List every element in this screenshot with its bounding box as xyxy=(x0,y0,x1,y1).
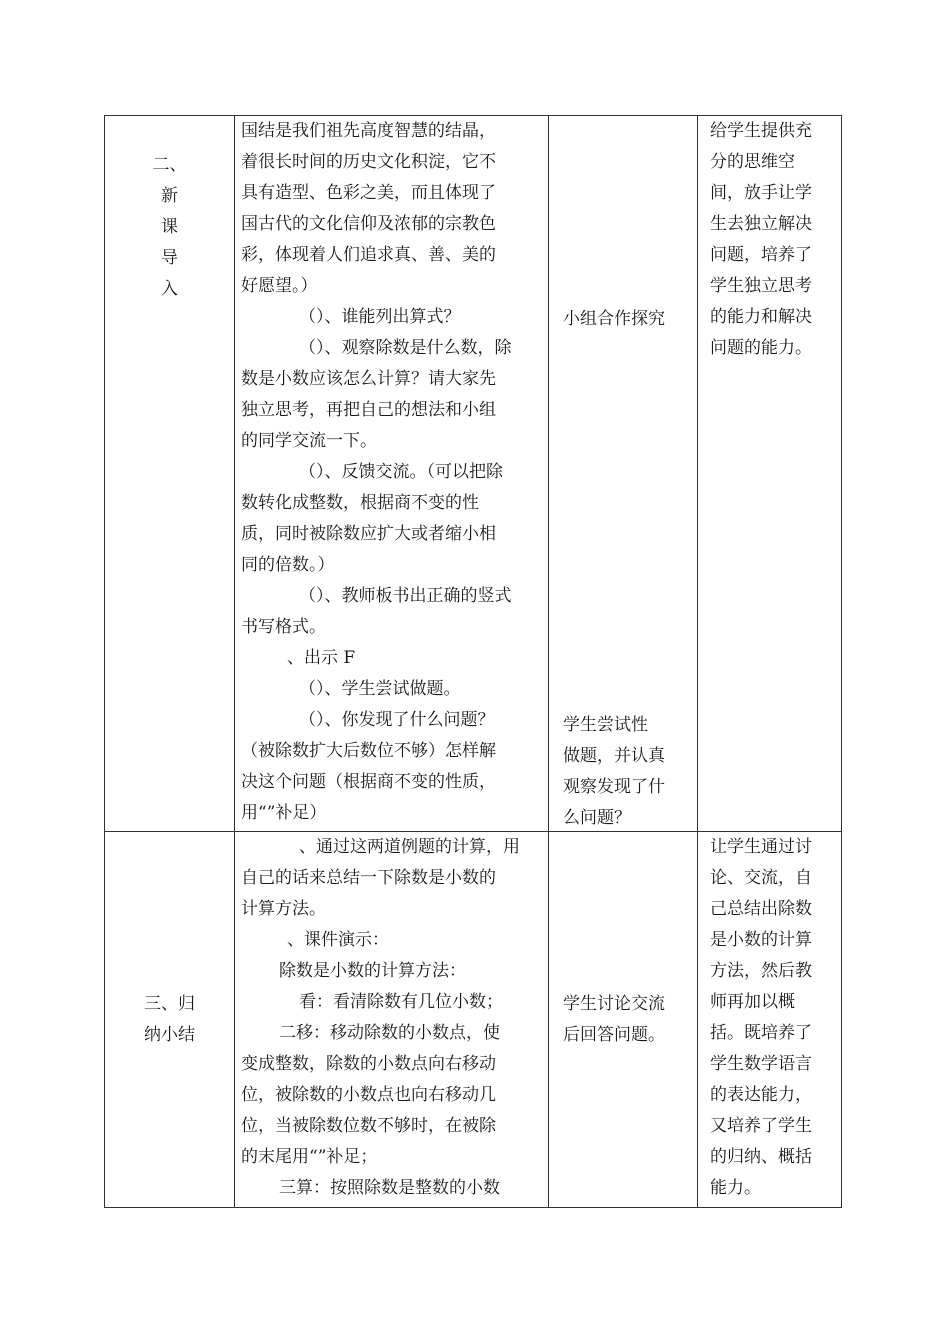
section2-content-cell xyxy=(235,116,549,832)
section2-content-line: 国结是我们祖先高度智慧的结晶， xyxy=(241,121,496,141)
section2-label-line: 课 xyxy=(161,217,178,237)
section2-content-line: （）、学生尝试做题。 xyxy=(299,679,461,699)
section3-purpose-line: 又培养了学生 xyxy=(710,1116,812,1136)
section3-purpose-line: 师再加以概 xyxy=(710,992,795,1012)
section3-content-line: 除数是小数的计算方法： xyxy=(279,961,466,981)
section2-content-line: 国古代的文化信仰及浓郁的宗教色 xyxy=(241,214,496,234)
section2-activity-cell xyxy=(549,116,698,832)
section3-content-line: 自己的话来总结一下除数是小数的 xyxy=(241,868,496,888)
section3-row xyxy=(105,832,842,1208)
section3-activity-line: 后回答问题。 xyxy=(563,1024,665,1045)
section2-row xyxy=(105,116,842,832)
section3-label-line: 纳小结 xyxy=(144,1024,195,1045)
section3-content-line: 的末尾用“”补足； xyxy=(241,1147,378,1167)
section2-label-cell xyxy=(105,116,235,832)
section2-label-line: 入 xyxy=(161,279,178,299)
section2-content-line: 的同学交流一下。 xyxy=(241,431,377,451)
section2-content-line: 着很长时间的历史文化积淀，它不 xyxy=(241,152,496,172)
section3-purpose-line: 能力。 xyxy=(710,1178,761,1198)
section3-content-cell xyxy=(235,832,549,1208)
section2-content-line: 数是小数应该怎么计算？请大家先 xyxy=(241,369,496,389)
section3-purpose-cell xyxy=(698,832,842,1208)
section3-activity-line: 学生讨论交流 xyxy=(563,993,665,1014)
section3-activity-cell xyxy=(549,832,698,1208)
section2-content-line: （）、观察除数是什么数，除 xyxy=(299,338,512,358)
lesson-plan-table xyxy=(104,115,842,1208)
section2-content-line: （）、教师板书出正确的竖式 xyxy=(299,586,512,606)
section2-purpose-line: 生去独立解决 xyxy=(710,214,812,234)
section2-activity-line: 学生尝试性 xyxy=(563,715,648,735)
section2-activity-line: 做题，并认真 xyxy=(563,746,665,766)
section3-content-line: 三算：按照除数是整数的小数 xyxy=(279,1178,500,1198)
section2-purpose-line: 问题的能力。 xyxy=(710,338,812,358)
section3-purpose-line: 学生数学语言 xyxy=(710,1054,812,1074)
section3-content-line: 位，被除数的小数点也向右移动几 xyxy=(241,1085,496,1105)
section2-purpose-cell xyxy=(698,116,842,832)
section2-activity-line: 么问题？ xyxy=(563,808,631,828)
section2-purpose-line: 的能力和解决 xyxy=(710,307,812,327)
section3-purpose-line: 的归纳、概括 xyxy=(710,1147,812,1167)
section3-purpose-line: 己总结出除数 xyxy=(710,899,812,919)
section2-purpose-line: 问题，培养了 xyxy=(710,245,812,265)
section3-purpose-line: 是小数的计算 xyxy=(710,930,812,950)
section2-content-line: 具有造型、色彩之美，而且体现了 xyxy=(241,183,496,203)
section2-content-line: 决这个问题（根据商不变的性质， xyxy=(241,772,496,792)
section2-content-line: （）、谁能列出算式？ xyxy=(299,307,461,327)
section3-content-line: 二移：移动除数的小数点，使 xyxy=(279,1023,500,1043)
section3-label-cell xyxy=(105,832,235,1208)
section2-label-line: 新 xyxy=(161,186,178,206)
section2-content-line: 好愿望。） xyxy=(241,276,318,296)
section3-purpose-line: 让学生通过讨 xyxy=(710,837,812,857)
section2-activity-top: 小组合作探究 xyxy=(563,309,665,329)
section2-content-line: （）、反馈交流。（可以把除 xyxy=(299,462,503,482)
section2-purpose-line: 间，放手让学 xyxy=(710,183,812,203)
section3-label-line: 三、归 xyxy=(144,993,195,1014)
section2-content-line: 、出示 F xyxy=(287,648,356,668)
section3-content-line: 、课件演示： xyxy=(287,930,389,950)
section2-activity-line: 观察发现了什 xyxy=(563,777,665,797)
section2-purpose-line: 给学生提供充 xyxy=(710,121,812,141)
section3-purpose-line: 方法，然后教 xyxy=(710,961,812,981)
section2-label-line: 导 xyxy=(161,248,178,268)
section2-purpose-line: 分的思维空 xyxy=(710,152,795,172)
section2-label-line: 二、 xyxy=(152,155,187,175)
section2-content-line: （）、你发现了什么问题？ xyxy=(299,710,495,730)
section3-content-line: 、通过这两道例题的计算，用 xyxy=(299,837,520,857)
section3-purpose-line: 论、交流，自 xyxy=(710,868,812,888)
section3-purpose-line: 括。既培养了 xyxy=(710,1023,812,1043)
section2-content-line: 质，同时被除数应扩大或者缩小相 xyxy=(241,524,496,544)
section3-content-line: 变成整数，除数的小数点向右移动 xyxy=(241,1054,496,1074)
section2-purpose-line: 学生独立思考 xyxy=(710,276,812,296)
section2-content-line: 用“”补足） xyxy=(241,803,327,823)
section2-content-line: 书写格式。 xyxy=(241,617,326,637)
section2-content-line: 独立思考，再把自己的想法和小组 xyxy=(241,400,496,420)
section3-content-line: 计算方法。 xyxy=(241,899,326,919)
section3-content-line: 位，当被除数位数不够时，在被除 xyxy=(241,1116,496,1136)
section3-purpose-line: 的表达能力， xyxy=(710,1085,812,1105)
section2-content-line: （被除数扩大后数位不够）怎样解 xyxy=(241,741,496,761)
section3-content-line: 看：看清除数有几位小数； xyxy=(299,992,503,1012)
section2-content-line: 彩，体现着人们追求真、善、美的 xyxy=(241,245,496,265)
section2-content-line: 同的倍数。） xyxy=(241,555,335,575)
section2-content-line: 数转化成整数，根据商不变的性 xyxy=(241,493,479,513)
